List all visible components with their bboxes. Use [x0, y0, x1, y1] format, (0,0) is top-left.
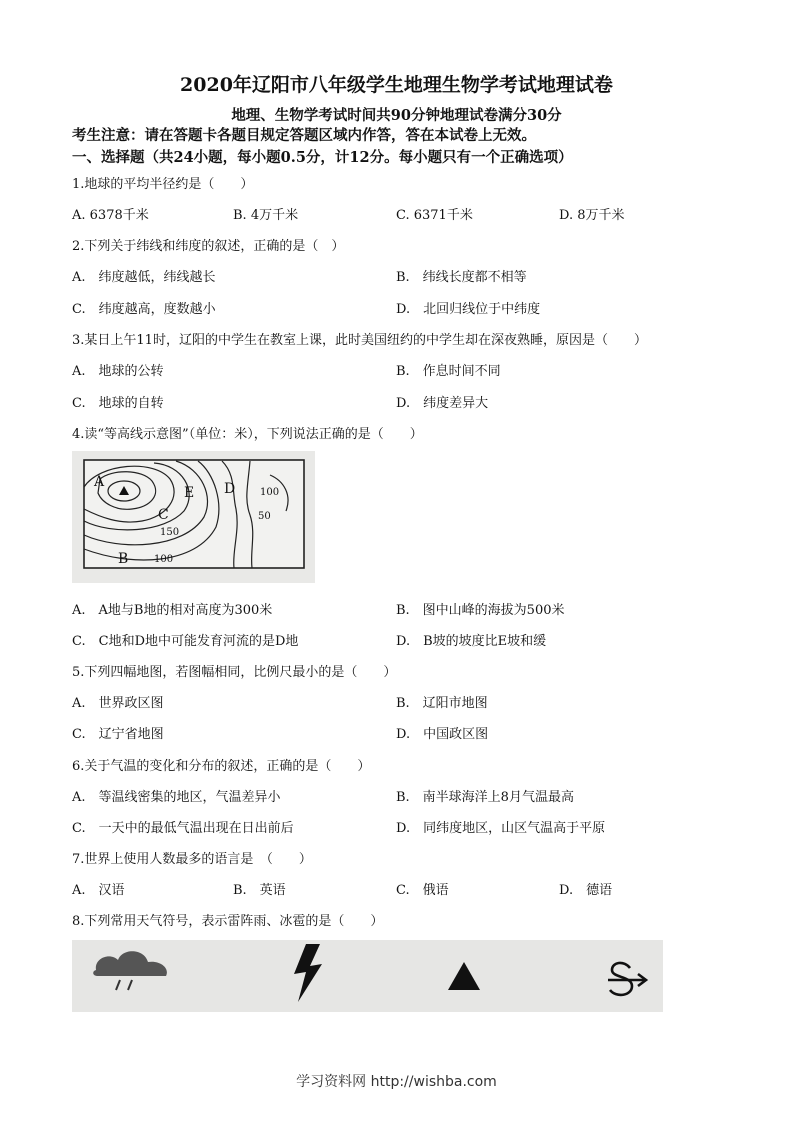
exam-title: 2020年辽阳市八年级学生地理生物学考试地理试卷 [180, 74, 613, 96]
question-6-option-d: D. 同纬度地区，山区气温高于平原 [396, 821, 606, 836]
contour-value-label: 100 [260, 487, 280, 498]
question-4-stem: 4.读“等高线示意图”（单位：米），下列说法正确的是（ ） [72, 427, 423, 442]
exam-subtitle: 地理、生物学考试时间共90分钟地理试卷满分30分 [231, 107, 562, 124]
question-7-stem: 7.世界上使用人数最多的语言是 （ ） [72, 852, 312, 867]
question-5-option-c: C. 辽宁省地图 [72, 727, 164, 742]
question-5-stem: 5.下列四幅地图，若图幅相同，比例尺最小的是（ ） [72, 665, 397, 680]
question-3-option-b: B. 作息时间不同 [396, 364, 501, 379]
question-2-option-b: B. 纬线长度都不相等 [396, 270, 527, 285]
question-7-option-c: C. 俄语 [396, 883, 449, 898]
question-7-option-a: A. 汉语 [72, 883, 125, 898]
contour-point-label: D [224, 481, 236, 497]
question-4-option-a: A. A地与B地的相对高度为300米 [72, 603, 273, 618]
question-8-stem: 8.下列常用天气符号，表示雷阵雨、冰雹的是（ ） [72, 914, 384, 929]
section-heading: 一、选择题（共24小题，每小题0.5分，计12分。每小题只有一个正确选项） [72, 149, 573, 166]
contour-value-label: 100 [154, 554, 174, 565]
contour-point-label: A [94, 474, 105, 490]
question-1-option-b: B. 4万千米 [233, 208, 299, 223]
question-1-option-c: C. 6371千米 [396, 208, 473, 223]
question-6-stem: 6.关于气温的变化和分布的叙述，正确的是（ ） [72, 759, 371, 774]
question-1-option-a: A. 6378千米 [72, 208, 149, 223]
question-4-option-b: B. 图中山峰的海拔为500米 [396, 603, 565, 618]
question-1-stem: 1.地球的平均半径约是（ ） [72, 177, 254, 192]
weather-symbols-figure [72, 940, 663, 1012]
question-7-option-d: D. 德语 [559, 883, 613, 898]
contour-value-label: 150 [160, 527, 180, 538]
exam-notice: 考生注意：请在答题卡各题目规定答题区域内作答，答在本试卷上无效。 [72, 127, 536, 144]
question-3-option-c: C. 地球的自转 [72, 396, 164, 411]
page-footer: 学习资料网 http://wishba.com [296, 1074, 497, 1090]
question-5-option-a: A. 世界政区图 [72, 696, 164, 711]
question-3-stem: 3.某日上午11时，辽阳的中学生在教室上课，此时美国纽约的中学生却在深夜熟睡，原因是（ ） [72, 333, 647, 348]
question-3-option-a: A. 地球的公转 [72, 364, 164, 379]
question-3-option-d: D. 纬度差异大 [396, 396, 489, 411]
question-4-option-d: D. B坡的坡度比E坡和缓 [396, 634, 547, 649]
contour-point-label: C [158, 507, 169, 523]
question-1-option-d: D. 8万千米 [559, 208, 625, 223]
contour-point-label: B [118, 551, 129, 567]
question-5-option-d: D. 中国政区图 [396, 727, 489, 742]
question-6-option-c: C. 一天中的最低气温出现在日出前后 [72, 821, 294, 836]
question-2-option-c: C. 纬度越高，度数越小 [72, 302, 216, 317]
question-2-option-d: D. 北回归线位于中纬度 [396, 302, 541, 317]
question-7-option-b: B. 英语 [233, 883, 286, 898]
contour-point-label: E [184, 485, 195, 501]
question-2-option-a: A. 纬度越低，纬线越长 [72, 270, 216, 285]
contour-map-figure [72, 451, 315, 583]
question-5-option-b: B. 辽阳市地图 [396, 696, 488, 711]
question-6-option-a: A. 等温线密集的地区，气温差异小 [72, 790, 281, 805]
question-2-stem: 2.下列关于纬线和纬度的叙述，正确的是（ ） [72, 239, 345, 254]
question-6-option-b: B. 南半球海洋上8月气温最高 [396, 790, 574, 805]
question-4-option-c: C. C地和D地中可能发育河流的是D地 [72, 634, 299, 649]
contour-value-label: 50 [258, 511, 271, 522]
